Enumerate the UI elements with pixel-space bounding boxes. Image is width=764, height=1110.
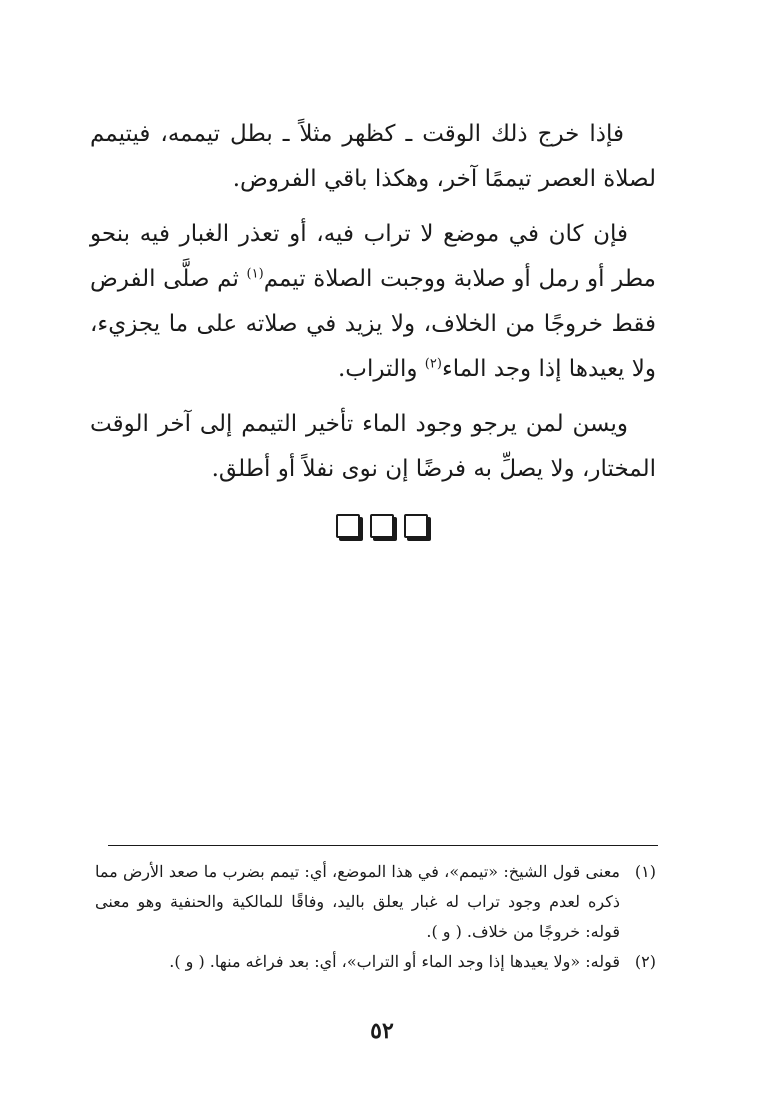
paragraph-2-text-a: فإن كان في موضع لا تراب فيه، أو تعذر الغبار فيه بنحو مطر أو رمل أو صلابة ووجبت الصلاة تيمم [90,221,657,292]
section-end-ornament [0,514,764,538]
square-ornament-icon [336,514,360,538]
footnotes [95,857,656,977]
page-number: ٥٢ [370,1018,394,1044]
footnote-1-number: (١) [634,862,656,881]
paragraph-1 [90,112,656,202]
main-text [90,112,656,502]
footnote-1-text: معنى قول الشيخ: «تيمم»، في هذا الموضع، أي: تيمم بضرب ما صعد الأرض مما ذكره لعدم وجود تراب له غبار يعلق باليد، وفاقًا للمالكية والحنفية وهو معنى قوله: خروجًا من خلاف. ( و ). [95,862,620,941]
footnote-1 [95,857,656,947]
footnote-2-number: (٢) [634,952,656,971]
paragraph-1-text: فإذا خرج ذلك الوقت ـ كظهر مثلاً ـ بطل تيممه، فيتيمم لصلاة العصر تيممًا آخر، وهكذا باقي الفروض. [90,121,656,192]
paragraph-3-text: ويسن لمن يرجو وجود الماء تأخير التيمم إلى آخر الوقت المختار، ولا يصلِّ به فرضًا إن نوى نفلاً أو أطلق. [90,411,656,482]
paragraph-3 [90,402,656,492]
footnote-2-text: قوله: «ولا يعيدها إذا وجد الماء أو التراب»، أي: بعد فراغه منها. ( و ). [169,952,620,971]
paragraph-2 [90,212,656,392]
paragraph-2-text-c: والتراب. [337,356,418,382]
footnote-separator [108,845,658,846]
footnote-ref-2: (٢) [424,356,442,372]
square-ornament-icon [370,514,394,538]
paragraph-2-text-b: ثم صلَّى الفرض فقط خروجًا من الخلاف، ولا يزيد في صلاته على ما يجزيء، ولا يعيدها إذا وجد الماء [90,266,656,382]
footnote-2 [95,947,656,977]
footnote-ref-1: (١) [246,266,264,282]
square-ornament-icon [404,514,428,538]
